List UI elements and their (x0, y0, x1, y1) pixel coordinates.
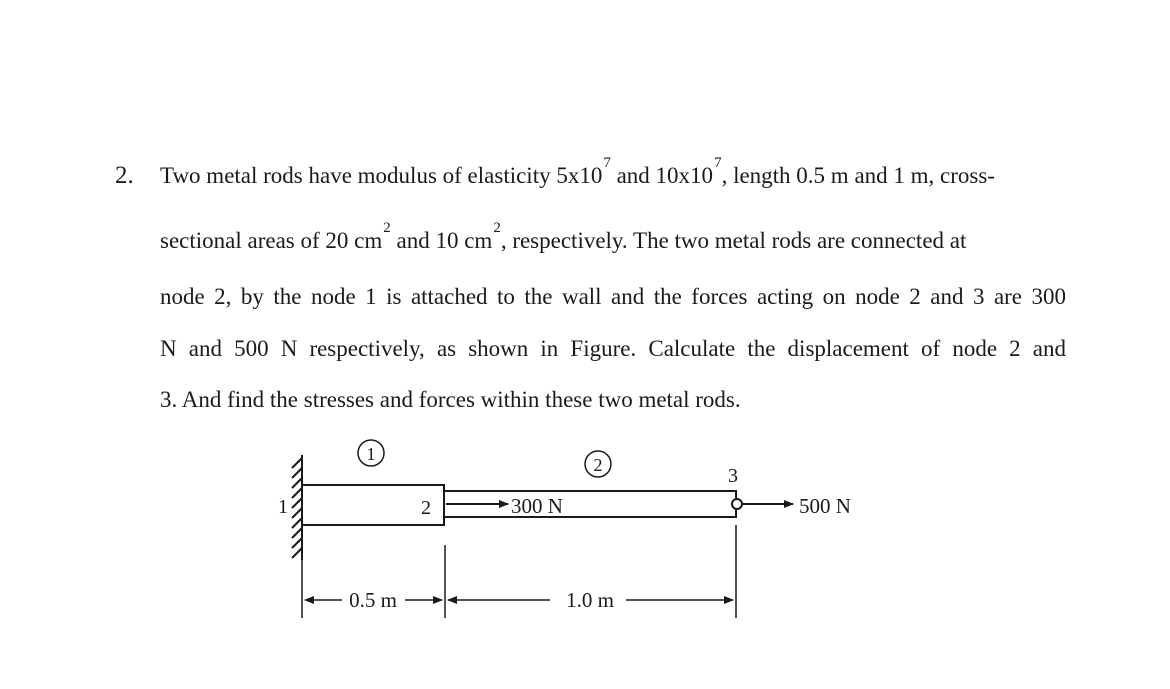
exponent: 2 (383, 220, 391, 236)
force-label-node-2: 300 N (511, 494, 563, 518)
problem-text-line-2: sectional areas of 20 $cm^2$ and 10 $cm^2$, respectively. The two metal rods are connected at (160, 220, 967, 253)
problem-text-line-4: N and 500 N respectively, as shown in Figure. Calculate the displacement of node 2 and (160, 336, 1066, 361)
node-3-label: 3 (728, 465, 738, 487)
problem-text-line-1: Two metal rods have modulus of elasticity $5x10^7$ and $10x10^7$, length 0.5 m and 1 m, cross- (160, 155, 995, 188)
node-1-label: 1 (278, 496, 288, 518)
node-2-label: 2 (421, 497, 431, 519)
element-1-label: 1 (366, 444, 376, 464)
node-3-point (732, 499, 742, 509)
exponent: 7 (603, 155, 611, 171)
problem-text-line-3: node 2, by the node 1 is attached to the wall and the forces acting on node 2 and 3 are 300 (160, 284, 1066, 309)
element-2-label: 2 (593, 455, 603, 475)
wall (292, 455, 302, 560)
exponent: 2 (493, 220, 501, 236)
dimension-label-1.0m: 1.0 m (566, 588, 614, 612)
dimension-label-0.5m: 0.5 m (349, 588, 397, 612)
problem-text-line-5: 3. And find the stresses and forces within these two metal rods. (160, 387, 741, 412)
exponent: 7 (714, 155, 722, 171)
force-label-node-3: 500 N (799, 494, 851, 518)
problem-number: 2. (115, 162, 134, 189)
